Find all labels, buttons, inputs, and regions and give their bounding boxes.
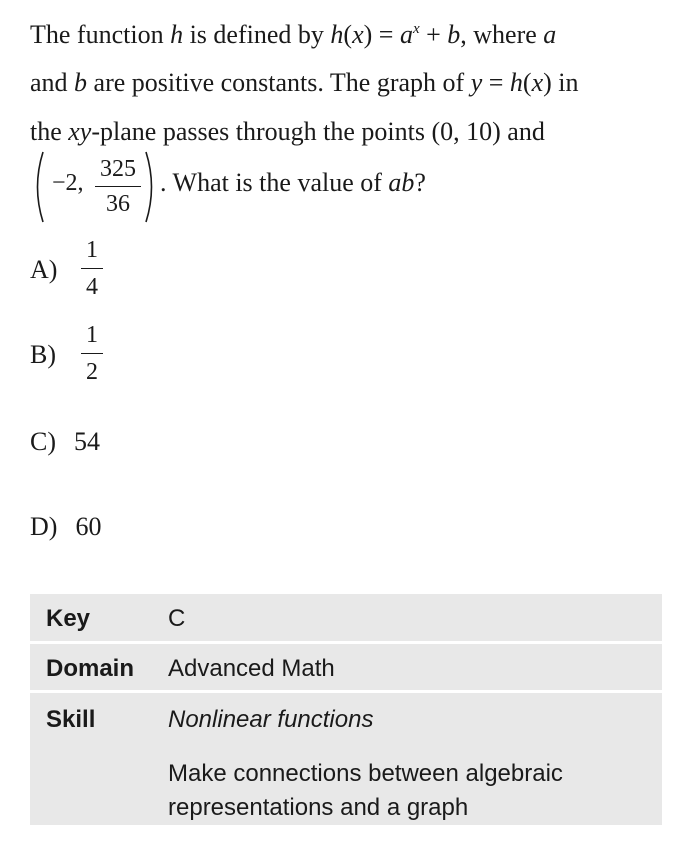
key-row: [30, 594, 662, 641]
choice-d[interactable]: [30, 512, 101, 542]
point-y-denominator: 36: [106, 191, 130, 217]
key-value: C: [168, 605, 186, 632]
choice-a-letter[interactable]: A): [30, 255, 58, 284]
point-y-fraction: [95, 154, 141, 219]
choice-c[interactable]: [30, 427, 100, 457]
key-label: Key: [46, 605, 91, 632]
question-line-2: and b are positive constants. The graph of y = h(x) in: [30, 68, 579, 97]
domain-value: Advanced Math: [168, 655, 335, 682]
answer-info-table: [30, 594, 662, 828]
choice-c-letter: C): [30, 427, 56, 456]
left-paren: [30, 150, 46, 224]
choice-d-value: 60: [75, 512, 102, 541]
question-line-4: . What is the value of ab?: [160, 168, 426, 197]
choice-a-fraction[interactable]: 1 4: [81, 236, 103, 301]
point-y-numerator: 325: [100, 156, 136, 182]
skill-value: Nonlinear functions: [168, 706, 374, 733]
right-paren: [143, 150, 159, 224]
skill-description: Make connections between algebraic representations and a graph: [168, 760, 563, 821]
question-line-3: the xy-plane passes through the points (0, 10) and: [30, 117, 545, 146]
choice-b-letter[interactable]: B): [30, 340, 56, 369]
point-x-coordinate: −2,: [52, 170, 84, 196]
skill-row: [30, 693, 662, 825]
choice-d-letter: D): [30, 512, 58, 541]
choice-b-fraction[interactable]: 1 2: [81, 321, 103, 386]
choice-c-value: 54: [74, 427, 100, 456]
skill-label: Skill: [46, 706, 96, 733]
question-line-1: The function h is defined by $h(x) = a^x + b$, where a: [30, 20, 557, 49]
domain-row: [30, 644, 662, 690]
domain-label: Domain: [46, 655, 135, 682]
